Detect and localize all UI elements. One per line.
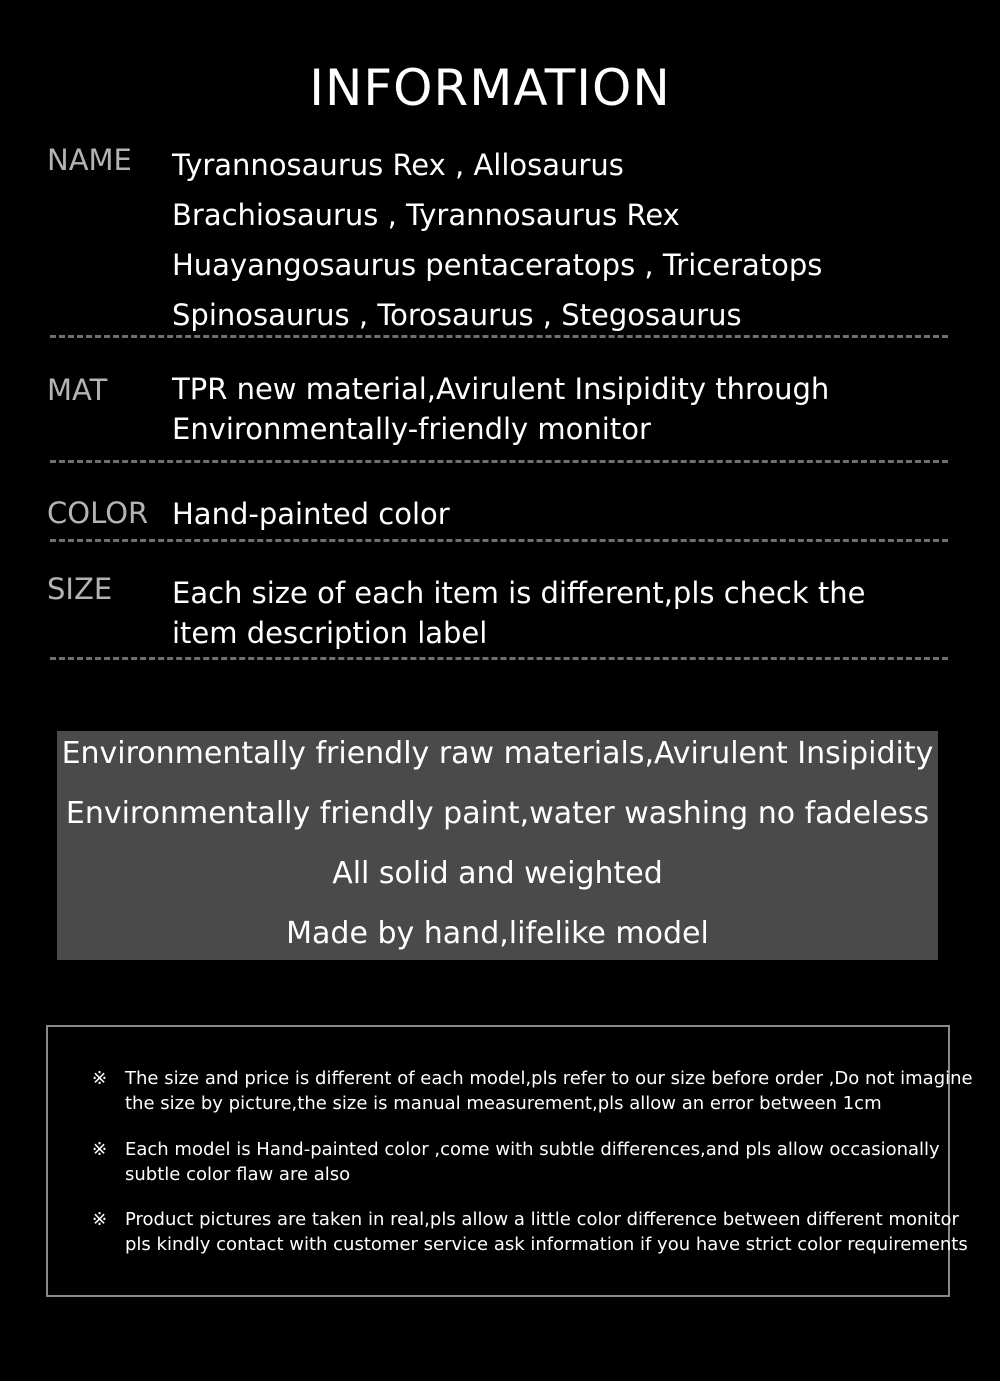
notice-text (125, 1066, 973, 1116)
divider (50, 539, 948, 542)
divider (50, 657, 948, 660)
spec-value-color (172, 494, 912, 534)
spec-name-line: Huayangosaurus pentaceratops , Triceratops (172, 248, 823, 282)
spec-value-size (172, 573, 912, 653)
notice-text (125, 1207, 968, 1257)
notice-line: Product pictures are taken in real,pls allow a little color difference between different monitor (125, 1209, 959, 1230)
spec-name-line: Brachiosaurus , Tyrannosaurus Rex (172, 198, 680, 232)
feature-line: Environmentally friendly paint,water washing no fadeless (65, 796, 930, 831)
notice-line: subtle color flaw are also (125, 1164, 351, 1185)
spec-name-line: Spinosaurus , Torosaurus , Stegosaurus (172, 298, 742, 332)
spec-label-mat: MAT (47, 373, 108, 407)
notice-text (125, 1137, 940, 1187)
notice-line: the size by picture,the size is manual measurement,pls allow an error between 1cm (125, 1093, 882, 1114)
divider (50, 335, 948, 338)
spec-value-mat (172, 369, 912, 449)
reference-mark-icon: ※ (92, 1139, 108, 1160)
spec-label-size: SIZE (47, 572, 113, 606)
spec-name-line: Tyrannosaurus Rex , Allosaurus (172, 148, 624, 182)
divider (50, 460, 948, 463)
spec-color-line: Hand-painted color (172, 497, 450, 531)
notice-line: Each model is Hand-painted color ,come with subtle differences,and pls allow occasionally (125, 1139, 940, 1160)
spec-size-line: Each size of each item is different,pls check the (172, 576, 866, 610)
reference-mark-icon: ※ (92, 1209, 108, 1230)
spec-value-name (172, 140, 912, 340)
spec-label-name: NAME (47, 143, 132, 177)
features-panel (57, 731, 938, 960)
spec-size-line: item description label (172, 616, 488, 650)
notice-box (46, 1025, 973, 1297)
feature-line: Made by hand,lifelike model (286, 916, 709, 951)
feature-line: Environmentally friendly raw materials,Avirulent Insipidity (61, 736, 934, 771)
spec-mat-line: Environmentally-friendly monitor (172, 412, 651, 446)
notice-line: pls kindly contact with customer service ask information if you have strict color requirements (125, 1234, 968, 1255)
reference-mark-icon: ※ (92, 1068, 108, 1089)
page-title: INFORMATION (309, 59, 671, 117)
feature-line: All solid and weighted (332, 856, 663, 891)
spec-label-color: COLOR (47, 496, 149, 530)
spec-mat-line: TPR new material,Avirulent Insipidity through (172, 372, 830, 406)
notice-line: The size and price is different of each model,pls refer to our size before order ,Do not imagine (125, 1068, 973, 1089)
